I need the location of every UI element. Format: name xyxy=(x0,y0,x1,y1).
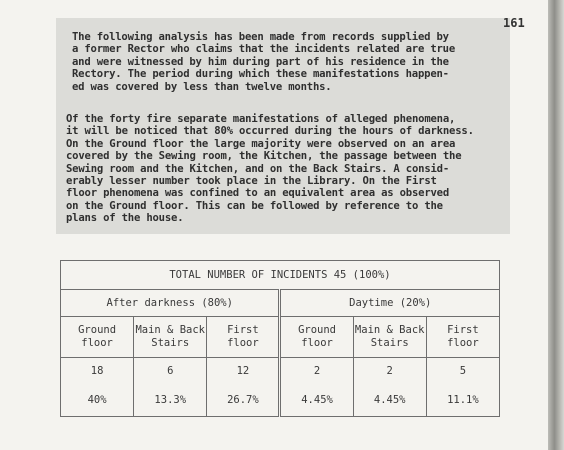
text-line: Rectory. The period during which these manifestations happen- xyxy=(72,68,449,81)
column-header: Ground floor xyxy=(61,317,134,358)
text-line: on the Ground floor. This can be followed by reference to the xyxy=(66,199,443,212)
page-number: 161 xyxy=(503,16,525,30)
count-cell: 12 xyxy=(207,358,280,385)
percent-cell: 4.45% xyxy=(280,384,353,417)
percent-cell: 13.3% xyxy=(134,384,207,417)
count-cell: 2 xyxy=(353,358,426,385)
column-header: First floor xyxy=(426,317,499,358)
percent-cell: 40% xyxy=(61,384,134,417)
count-cell: 6 xyxy=(134,358,207,385)
column-header: First floor xyxy=(207,317,280,358)
page-edge-shadow xyxy=(548,0,564,450)
text-line: On the Ground floor the large majority were observed on an area xyxy=(66,137,456,150)
text-line: Sewing room and the Kitchen, and on the Back Stairs. A consid- xyxy=(66,162,450,175)
text-line: The following analysis has been made from records supplied by xyxy=(72,31,449,43)
group-header-after-darkness: After darkness (80%) xyxy=(61,290,280,317)
percent-cell: 26.7% xyxy=(207,384,280,417)
count-cell: 18 xyxy=(61,358,134,385)
column-header: Ground floor xyxy=(280,317,353,358)
text-line: ed was covered by less than twelve months. xyxy=(72,80,332,93)
percent-cell: 4.45% xyxy=(353,384,426,417)
column-header: Main & Back Stairs xyxy=(134,317,207,358)
incidents-table xyxy=(60,260,500,417)
text-line: it will be noticed that 80% occurred during the hours of darkness. xyxy=(66,125,474,138)
column-header: Main & Back Stairs xyxy=(353,317,426,358)
group-header-daytime: Daytime (20%) xyxy=(280,290,500,317)
count-cell: 2 xyxy=(280,358,353,385)
text-line: and were witnessed by him during part of his residence in the xyxy=(72,55,449,68)
text-line: floor phenomena was confined to an equivalent area as observed xyxy=(66,187,450,200)
text-line: covered by the Sewing room, the Kitchen, the passage between the xyxy=(66,150,462,163)
text-line: Of the forty fire separate manifestations of alleged phenomena, xyxy=(66,113,456,125)
count-cell: 5 xyxy=(426,358,499,385)
percent-cell: 11.1% xyxy=(426,384,499,417)
paragraph-analysis xyxy=(66,113,474,225)
paragraph-intro xyxy=(72,31,455,93)
text-line: plans of the house. xyxy=(66,212,184,225)
text-line: a former Rector who claims that the incidents related are true xyxy=(72,43,456,56)
table-title: TOTAL NUMBER OF INCIDENTS 45 (100%) xyxy=(61,261,500,290)
text-line: erably lesser number took place in the Library. On the First xyxy=(66,175,437,188)
